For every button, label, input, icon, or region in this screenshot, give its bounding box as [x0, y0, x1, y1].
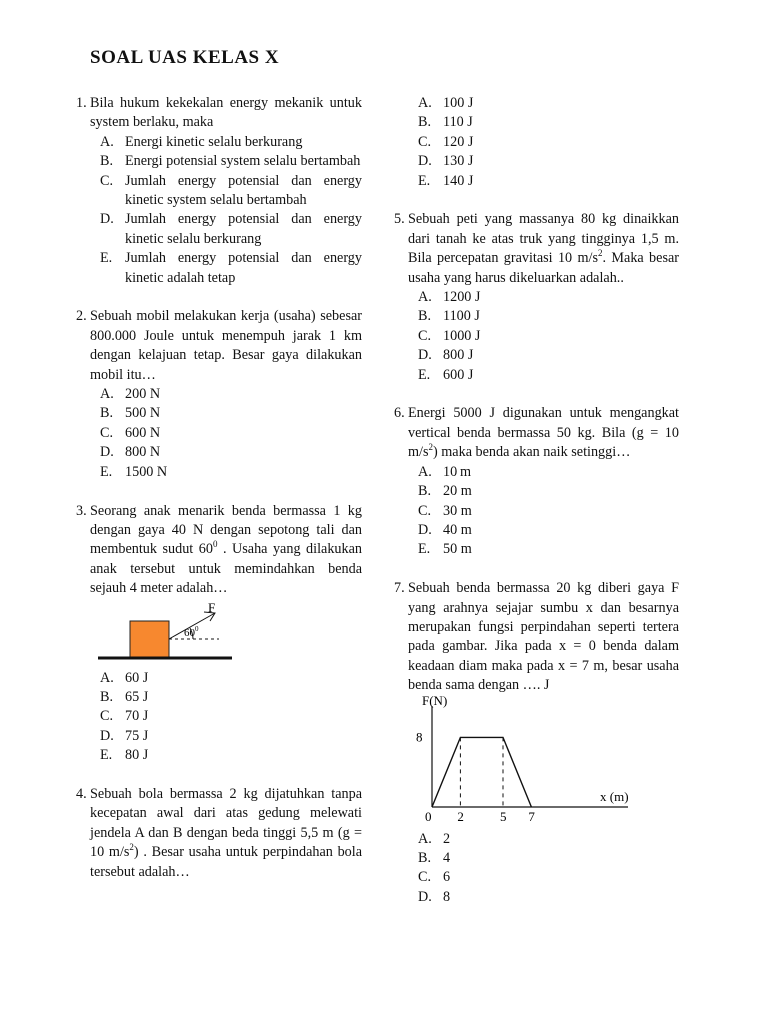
option-text: 600 J — [443, 366, 474, 383]
x-tick-label: 2 — [457, 808, 464, 824]
question-text — [90, 785, 362, 882]
option-letter: D. — [418, 888, 432, 905]
option-letter: D. — [100, 727, 114, 744]
option-letter: D. — [100, 444, 114, 461]
option-letter: E. — [100, 463, 113, 480]
question-text: Sebuah mobil melakukan kerja (usaha) sebesar 800.000 Joule untuk menempuh jarak 1 km dengan kelajuan tetap. Besar gaya dilakukan mobil itu… — [90, 308, 362, 383]
option-a[interactable] — [100, 669, 362, 688]
option-letter: A. — [418, 830, 432, 847]
option-d[interactable] — [418, 888, 679, 907]
option-e[interactable] — [100, 746, 362, 765]
option-b[interactable] — [418, 113, 679, 132]
page-title: SOAL UAS KELAS X — [90, 47, 280, 68]
angle-label: $60^0$ — [184, 624, 199, 639]
question-text-part: Energi 5000 J digunakan untuk mengangkat vertical benda bermassa 50 kg. Bila (g = 10 m/s — [408, 405, 679, 461]
option-c[interactable] — [100, 424, 362, 443]
option-c[interactable] — [418, 868, 679, 887]
option-letter: C. — [418, 502, 432, 519]
question-number: 5. — [394, 211, 405, 228]
option-b[interactable] — [100, 688, 362, 707]
x-axis-label: x (m) — [600, 788, 629, 804]
option-a[interactable] — [418, 288, 679, 307]
option-b[interactable] — [418, 849, 679, 868]
superscript: 2 — [598, 248, 603, 259]
option-d[interactable] — [418, 152, 679, 171]
option-b[interactable] — [418, 307, 679, 326]
question-text-part: ) maka benda akan naik setinggi… — [433, 444, 631, 461]
option-letter: A. — [100, 386, 114, 403]
option-text: Jumlah energy potensial dan energy kinetic adalah tetap — [125, 250, 362, 286]
option-text: 600 N — [125, 424, 161, 441]
force-displacement-chart — [408, 696, 679, 830]
question-text-part: Seorang anak menarik benda bermassa 1 kg dengan gaya 40 N dengan sepotong tali dan membentuk sudut 60 — [90, 502, 362, 558]
option-text: 30 m — [443, 502, 472, 519]
question-text — [408, 210, 679, 288]
option-letter: A. — [100, 133, 114, 150]
question-number: 2. — [76, 308, 87, 325]
option-e[interactable] — [100, 249, 362, 288]
question-7 — [394, 579, 679, 907]
option-text: 8 — [443, 888, 451, 905]
option-letter: D. — [418, 153, 432, 170]
option-text: 110 J — [443, 114, 473, 131]
option-text: 1200 J — [443, 289, 481, 306]
question-text — [408, 404, 679, 462]
pulling-block-figure — [98, 599, 362, 669]
question-text: Sebuah benda bermassa 20 kg diberi gaya F yang arahnya sejajar sumbu x dan besarnya merupakan fungsi perpindahan seperti tertera pada gambar. Jika pada x = 0 benda dalam keadaan diam maka pada x = 7 m, besar usaha benda sama dengan …. J — [408, 580, 679, 694]
x-tick-label: 7 — [528, 808, 535, 824]
option-letter: A. — [418, 95, 432, 111]
option-c[interactable] — [418, 133, 679, 152]
option-text: Jumlah energy potensial dan energy kinetic system selalu bertambah — [125, 172, 362, 209]
question-1 — [76, 94, 362, 288]
option-d[interactable] — [418, 346, 679, 365]
option-letter: B. — [418, 114, 432, 131]
question-4 — [76, 785, 362, 882]
option-d[interactable] — [100, 727, 362, 746]
option-text: 120 J — [443, 133, 474, 150]
question-text-part: ) . Besar usaha untuk perpindahan bola tersebut adalah… — [90, 844, 363, 880]
option-b[interactable] — [100, 152, 362, 171]
series-line — [432, 737, 531, 807]
question-3 — [76, 502, 362, 766]
question-number: 6. — [394, 405, 405, 422]
question-number: 1. — [76, 95, 87, 111]
option-letter: E. — [418, 172, 431, 189]
option-b[interactable] — [100, 404, 362, 423]
question-text-part: . Maka besar usaha yang harus dikeluarkan adalah.. — [408, 250, 679, 286]
question-text — [90, 502, 362, 599]
option-letter: B. — [418, 849, 432, 866]
option-letter: B. — [418, 483, 432, 500]
option-letter: B. — [100, 688, 114, 705]
option-c[interactable] — [100, 172, 362, 211]
left-column — [76, 94, 362, 882]
option-b[interactable] — [418, 482, 679, 501]
question-text-part: Sebuah bola bermassa 2 kg dijatuhkan tanpa kecepatan awal dari atas gedung melewati jendela A dan B dengan beda tinggi 5,5 m (g = 10 m/s — [90, 785, 362, 861]
question-text-part: Sebuah peti yang massanya 80 kg dinaikkan dari tanah ke atas truk yang tingginya 1,5 m. Bila percepatan gravitasi 10 m/s — [408, 211, 679, 267]
option-text: 500 N — [125, 405, 161, 422]
degree-superscript: 0 — [212, 539, 218, 550]
option-letter: C. — [100, 172, 114, 189]
option-e[interactable] — [418, 540, 679, 559]
option-a[interactable] — [418, 463, 679, 482]
option-text: 200 N — [125, 386, 161, 403]
y-tick-label: 8 — [416, 728, 423, 744]
option-text: Energi kinetic selalu berkurang — [125, 133, 303, 150]
option-letter: C. — [100, 424, 114, 441]
x-tick-label: 5 — [500, 808, 507, 824]
option-letter: B. — [418, 308, 432, 325]
option-letter: A. — [418, 289, 432, 306]
option-text: Jumlah energy potensial dan energy kinetic selalu berkurang — [125, 211, 362, 247]
option-text: 75 J — [125, 727, 149, 744]
option-d[interactable] — [418, 521, 679, 540]
option-text: 1500 N — [125, 463, 168, 480]
question-4-options — [418, 94, 679, 191]
option-e[interactable] — [418, 366, 679, 385]
question-number: 4. — [76, 785, 87, 802]
option-letter: B. — [100, 153, 114, 170]
option-e[interactable] — [100, 463, 362, 482]
option-c[interactable] — [418, 327, 679, 346]
option-letter: E. — [418, 541, 431, 558]
option-letter: C. — [100, 708, 114, 725]
option-a[interactable] — [100, 133, 362, 152]
block-shape — [130, 621, 169, 657]
superscript: 2 — [129, 842, 134, 853]
option-e[interactable] — [418, 172, 679, 191]
question-number: 3. — [76, 502, 87, 519]
option-text: 800 J — [443, 347, 474, 364]
y-axis-label: F(N) — [422, 695, 448, 708]
option-text: 140 J — [443, 172, 474, 189]
option-letter: A. — [100, 669, 114, 686]
option-letter: C. — [418, 327, 432, 344]
option-text: 130 J — [443, 153, 474, 170]
option-a[interactable] — [100, 385, 362, 404]
option-d[interactable] — [100, 443, 362, 462]
option-letter: C. — [418, 133, 432, 150]
option-text: 50 m — [443, 541, 472, 558]
option-letter: D. — [418, 347, 432, 364]
option-a[interactable] — [418, 94, 679, 113]
option-text: 10 m — [443, 463, 472, 480]
option-text: Energi potensial system selalu bertambah — [125, 153, 361, 170]
option-letter: E. — [100, 250, 113, 267]
option-text: 800 N — [125, 444, 161, 461]
force-label: F — [208, 599, 216, 615]
option-text: 4 — [443, 849, 451, 866]
question-2 — [76, 307, 362, 482]
question-number: 7. — [394, 580, 405, 597]
option-text: 20 m — [443, 483, 472, 500]
right-column — [394, 94, 679, 907]
option-text: 70 J — [125, 708, 149, 725]
option-text: 80 J — [125, 747, 149, 764]
question-text: Bila hukum kekekalan energy mekanik untuk system berlaku, maka — [90, 95, 362, 131]
option-text: 2 — [443, 830, 451, 847]
option-a[interactable] — [418, 830, 679, 849]
option-d[interactable] — [100, 210, 362, 249]
superscript: 2 — [428, 442, 433, 453]
question-5 — [394, 210, 679, 385]
option-text: 40 m — [443, 521, 472, 538]
question-text-part: . Usaha yang dilakukan anak tersebut untuk memindahkan benda sejauh 4 meter adalah… — [90, 541, 362, 597]
option-text: 1100 J — [443, 308, 480, 325]
option-text: 1000 J — [443, 327, 481, 344]
option-c[interactable] — [418, 502, 679, 521]
option-text: 6 — [443, 869, 451, 886]
option-letter: A. — [418, 463, 432, 480]
question-6 — [394, 404, 679, 559]
x-tick-label: 0 — [425, 808, 432, 824]
option-text: 60 J — [125, 669, 149, 686]
option-text: 65 J — [125, 688, 149, 705]
option-letter: C. — [418, 869, 432, 886]
option-letter: D. — [418, 521, 432, 538]
option-letter: D. — [100, 211, 114, 228]
option-letter: E. — [418, 366, 431, 383]
option-letter: B. — [100, 405, 114, 422]
option-text: 100 J — [443, 95, 474, 111]
option-c[interactable] — [100, 707, 362, 726]
option-letter: E. — [100, 747, 113, 764]
